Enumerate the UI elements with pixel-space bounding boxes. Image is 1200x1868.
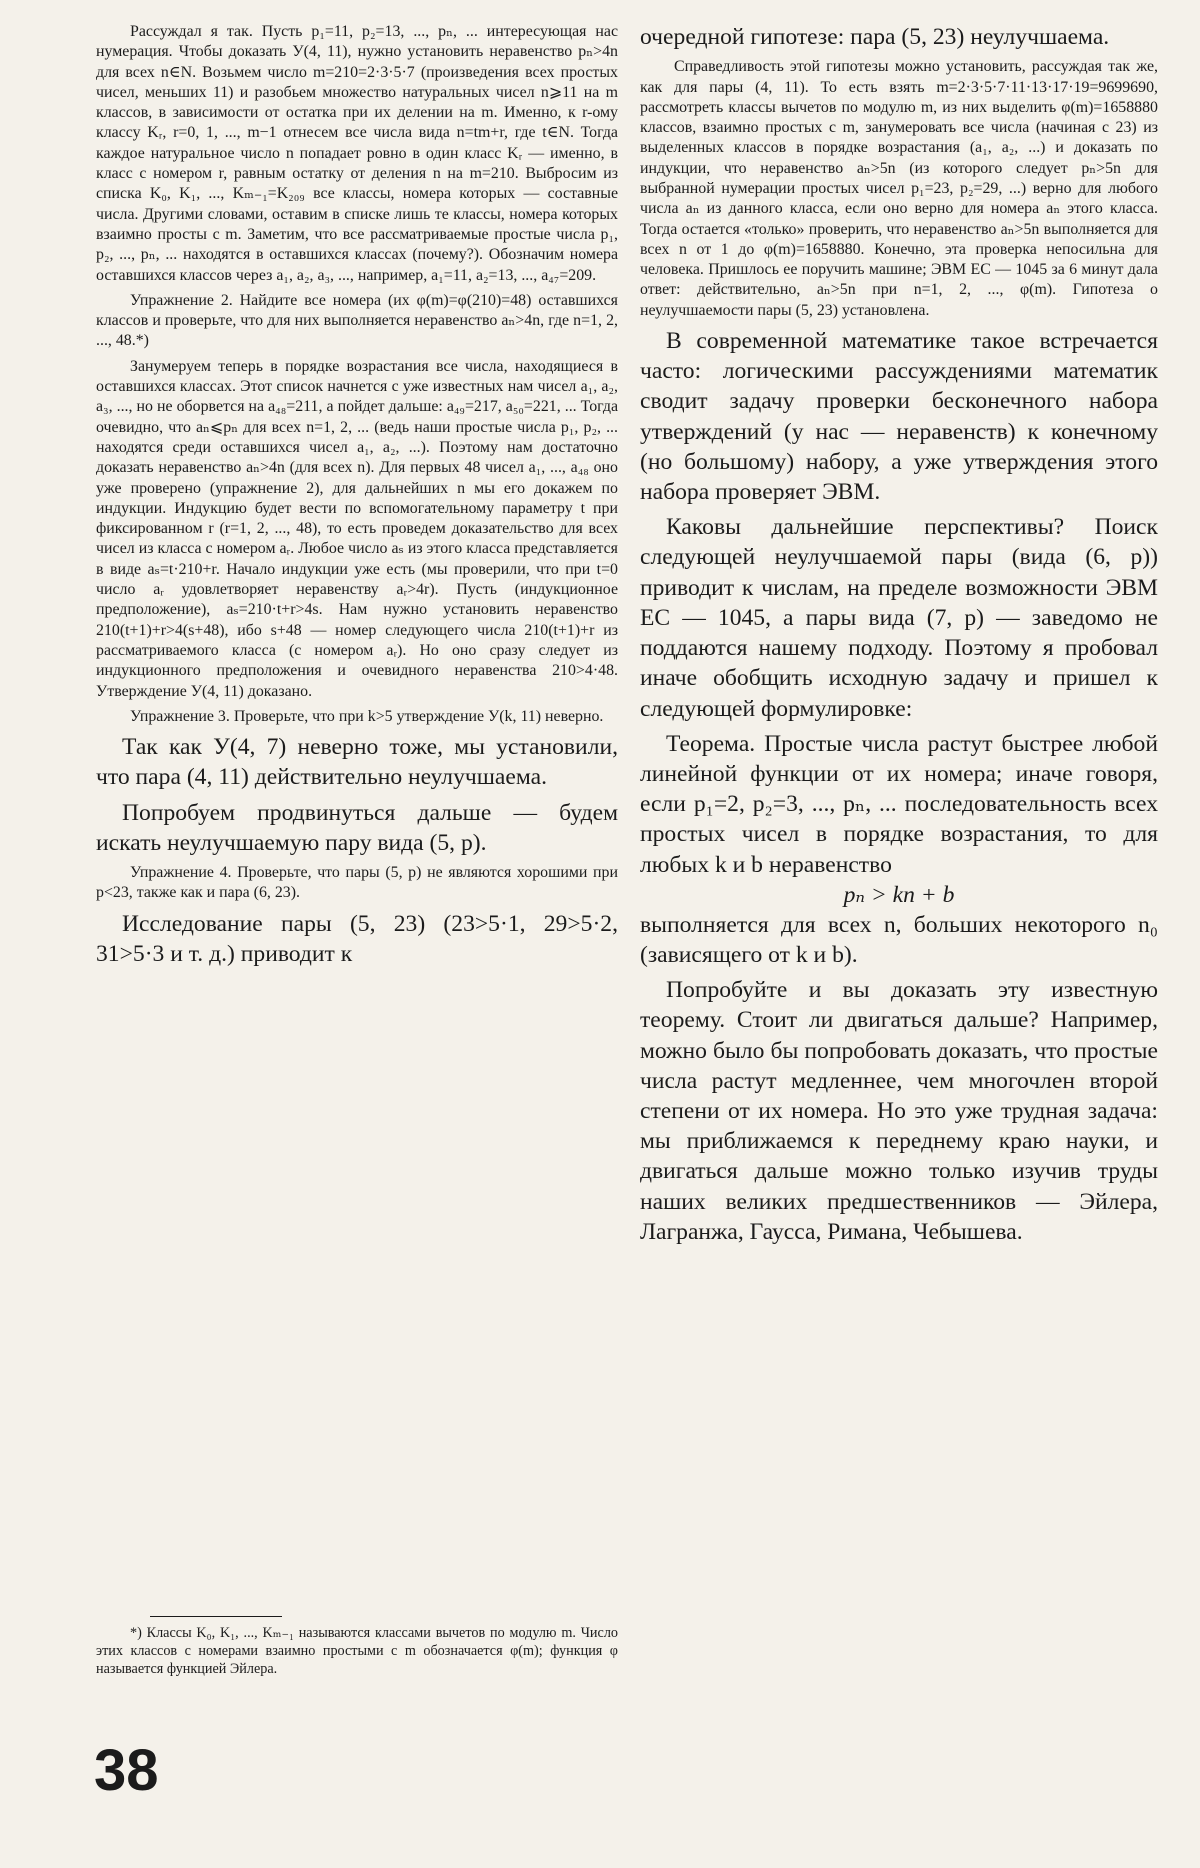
theorem-statement: Теорема. Простые числа растут быстрее любой линейной функции от их номера; иначе говоря, если p₁=2, p₂=3, ..., pₙ, ... последовательность всех простых чисел в порядке возрастания, то для любых k и b неравенство — [640, 730, 1158, 878]
paragraph-pair-5-p: Попробуем продвинуться дальше — будем искать неулучшаемую пару вида (5, p). — [96, 799, 618, 856]
footnote-divider — [150, 1616, 282, 1617]
page-number: 38 — [94, 1738, 159, 1803]
right-column — [640, 22, 1158, 1247]
paragraph-pair-4-11: Так как У(4, 7) неверно тоже, мы установили, что пара (4, 11) действительно неулучшаема. — [96, 734, 618, 791]
paragraph-reasoning-classes: Рассуждал я так. Пусть p₁=11, p₂=13, ..., pₙ, ... интересующая нас нумерация. Чтобы доказать У(4, 11), нужно установить неравенство pₙ>4n для всех n∈N. Возьмем число m=210=2·3·5·7 (произведения всех простых чисел, меньших 11) и разобьем множество натуральных чисел n⩾11 на m классов, в зависимости от остатка при их делении на m. Именно, к r-ому классу Kᵣ, r=0, 1, ..., m−1 отнесем все числа вида n=tm+r, где t∈N. Тогда каждое натуральное число n попадает ровно в один класс Kᵣ — именно, в класс с номером r, равным остатку от деления n на m=210. Выбросим из списка K₀, K₁, ..., Kₘ₋₁=K₂₀₉ все классы, номера которых — составные числа. Другими словами, оставим в списке лишь те классы, номера которых взаимно просты с m. Заметим, что все рассматриваемые простые числа p₁, p₂, ..., pₙ, ... находятся в оставшихся классах (почему?). Обозначим номера оставшихся классов через a₁, a₂, a₃, ..., например, a₁=11, a₂=13, ..., a₄₇=209. — [96, 23, 618, 284]
paragraph-perspectives: Каковы дальнейшие перспективы? Поиск следующей неулучшаемой пары (вида (6, p)) приводит к числам, на пределе возможности ЭВМ ЕС — 1045, а пары вида (7, p) — заведомо не поддаются нашему подходу. Поэтому я пробовал иначе обобщить исходную задачу и пришел к следующей формулировке: — [640, 514, 1158, 722]
inequality-formula: pₙ > kn + b — [843, 881, 955, 908]
paragraph-hypothesis: очередной гипотезе: пара (5, 23) неулучшаема. — [640, 24, 1110, 50]
paragraph-modern-math: В современной математике такое встречается часто: логическими рассуждениями математик сводит задачу проверки бесконечного набора утверждений (у нас — неравенств) к конечному (но большому) набору, а уже утверждения этого набора проверяет ЭВМ. — [640, 328, 1158, 506]
paragraph-hypothesis-proof: Справедливость этой гипотезы можно установить, рассуждая так же, как для пары (4, 11). То есть взять m=2·3·5·7·11·13·17·19=9699690, рассмотреть классы вычетов по модулю m, из них выделить φ(m)=1658880 классов, взаимно простых с m, занумеровать все числа (начиная с 23) из выделенных классов в порядке возрастания (a₁, a₂, ...) и доказать по индукции, что неравенство aₙ>5n (из которого следует pₙ>5n для выбранной нумерации простых чисел p₁=23, p₂=29, ...) верно для любого числа aₙ из данного класса, если оно верно для номера aₙ этого класса. Тогда остается «только» проверить, что неравенство aₙ>5n выполняется для всех n от 1 до φ(m)=1658880. Конечно, эта проверка непосильна для человека. Пришлось ее поручить машине; ЭВМ ЕС — 1045 за 6 минут дала ответ: действительно, aₙ>5n при n=1, 2, ..., φ(m). Гипотеза о неулучшаемости пары (5, 23) установлена. — [640, 58, 1158, 319]
paragraph-conclusion: Попробуйте и вы доказать эту известную теорему. Стоит ли двигаться дальше? Например, можно было бы попробовать доказать, что простые числа растут медленнее, чем многочлен второй степени от их номера. Но это уже трудная задача: мы приближаемся к переднему краю науки, и двигаться дальше можно только изучив труды наших великих предшественников — Эйлера, Лагранжа, Гаусса, Римана, Чебышева. — [640, 977, 1158, 1245]
footnote: *) Классы K₀, K₁, ..., Kₘ₋₁ называются классами вычетов по модулю m. Число этих классов с номерами взаимно простыми с m обозначается φ(m); функция φ называется функцией Эйлера. — [96, 1625, 618, 1677]
theorem-conclusion: выполняется для всех n, больших некоторого n₀ (зависящего от k и b). — [640, 911, 1158, 968]
paragraph-pair-5-23: Исследование пары (5, 23) (23>5·1, 29>5·2, 31>5·3 и т. д.) приводит к — [96, 910, 618, 967]
exercise-3: Упражнение 3. Проверьте, что при k>5 утверждение У(k, 11) неверно. — [130, 707, 604, 725]
exercise-2: Упражнение 2. Найдите все номера (их φ(m)=φ(210)=48) оставшихся классов и проверьте, что для них выполняется неравенство aₙ>4n, где n=1, 2, ..., 48.*) — [96, 291, 618, 350]
left-column — [96, 22, 618, 969]
exercise-4: Упражнение 4. Проверьте, что пары (5, p) не являются хорошими при p<23, также как и пара (6, 23). — [96, 863, 618, 902]
paragraph-induction-proof: Занумеруем теперь в порядке возрастания все числа, находящиеся в оставшихся классах. Этот список начнется с уже известных нам чисел a₁, a₂, a₃, ..., но не оборвется на a₄₈=211, а пойдет дальше: a₄₉=217, a₅₀=221, ... Тогда очевидно, что aₙ⩽pₙ для всех n=1, 2, ... (ведь наши простые числа p₁, p₂, ... находятся среди оставшихся чисел a₁, a₂, ...). Поэтому нам достаточно доказать неравенство aₙ>4n (для всех n). Для первых 48 чисел a₁, ..., a₄₈ оно уже проверено (упражнение 2), для дальнейших n мы его докажем по индукции. Индукцию будет вести по вспомогательному параметру t при фиксированном r (r=1, 2, ..., 48), то есть проведем доказательство для всех чисел из класса с номером aᵣ. Любое число aₛ из этого класса представляется в виде aₛ=t·210+r. Начало индукции уже есть (мы проверили, что при t=0 число aᵣ удовлетворяет неравенству aᵣ>4r). Пусть (индукционное предположение), aₛ=210·t+r>4s. Нам нужно установить неравенство 210(t+1)+r>4(s+48), ибо s+48 — номер следующего числа 210(t+1)+r из рассматриваемого класса (с номером aᵣ). Но оно сразу следует из индукционного предположения и очевидного неравенства 210>4·48. Утверждение У(4, 11) доказано. — [96, 357, 618, 700]
